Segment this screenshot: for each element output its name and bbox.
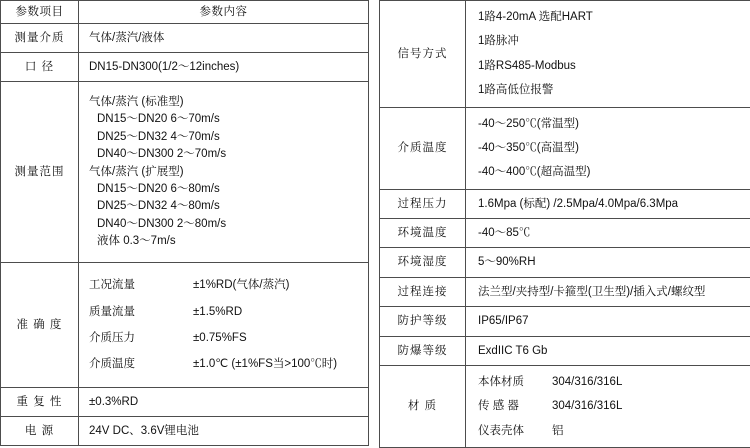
- text-line: 24V DC、3.6V锂电池: [89, 422, 362, 439]
- table-row: [1, 81, 369, 262]
- table-row: [380, 307, 750, 336]
- text-line: 1路4-20mA 选配HART: [478, 5, 745, 29]
- left-parameter-table: [0, 0, 369, 446]
- text-line: 液体 0.3～7m/s: [89, 233, 362, 250]
- table-row: [380, 336, 750, 365]
- accuracy-item-value: ±1.5%RD: [193, 306, 242, 318]
- text-line: -40～250℃(常温型): [478, 112, 745, 136]
- row-value-diameter: [79, 52, 369, 81]
- row-label-accuracy: 准 确 度: [1, 262, 79, 387]
- row-label-measuring-range: 测量范围: [1, 81, 79, 262]
- text-line: 1.6Mpa (标配) /2.5Mpa/4.0Mpa/6.3Mpa: [478, 194, 745, 214]
- text-line: DN15～DN20 6～70m/s: [89, 111, 362, 128]
- row-value-process-pressure: [466, 189, 750, 218]
- text-line: 1路高低位报警: [478, 78, 745, 102]
- row-value-material: [466, 365, 750, 447]
- material-item-value: 304/316/316L: [552, 400, 622, 412]
- text-line: ±0.3%RD: [89, 393, 362, 410]
- text-line: DN15-DN300(1/2～12inches): [89, 58, 362, 75]
- row-value-repeatability: [79, 388, 369, 417]
- table-row: [380, 365, 750, 447]
- row-label-process-connection: 过程连接: [380, 277, 466, 306]
- accuracy-item-value: ±1.0℃ (±1%FS当>100℃时): [193, 358, 337, 370]
- row-label-material: 材 质: [380, 365, 466, 447]
- table-row: [1, 24, 369, 53]
- table-row: [1, 388, 369, 417]
- text-line: 气体/蒸汽/液体: [89, 29, 362, 46]
- header-parameter-item: 参数项目: [1, 1, 79, 24]
- row-value-signal: [466, 1, 750, 108]
- row-value-measuring-range: [79, 81, 369, 262]
- header-parameter-content: 参数内容: [79, 1, 369, 24]
- table-row: [380, 1, 750, 108]
- table-row: [380, 277, 750, 306]
- row-label-protection-grade: 防护等级: [380, 307, 466, 336]
- text-line: [89, 351, 362, 377]
- row-label-diameter: 口 径: [1, 52, 79, 81]
- text-line: IP65/IP67: [478, 311, 745, 331]
- material-item-value: 304/316/316L: [552, 376, 622, 388]
- accuracy-item-name: 质量流量: [89, 305, 193, 319]
- row-label-power: 电 源: [1, 417, 79, 446]
- row-value-explosion-proof-grade: [466, 336, 750, 365]
- row-value-process-connection: [466, 277, 750, 306]
- table-row: [380, 107, 750, 189]
- table-row: [380, 219, 750, 248]
- text-line: ExdIIC T6 Gb: [478, 341, 745, 361]
- right-table-wrapper: [379, 0, 750, 446]
- table-row: [380, 248, 750, 277]
- text-line: -40～400℃(超高温型): [478, 160, 745, 184]
- table-header-row: [1, 1, 369, 24]
- material-item-name: 传 感 器: [478, 399, 552, 413]
- row-value-medium: [79, 24, 369, 53]
- text-line: [89, 299, 362, 325]
- text-line: 气体/蒸汽 (扩展型): [89, 163, 362, 180]
- row-value-medium-temperature: [466, 107, 750, 189]
- text-line: 1路脉冲: [478, 29, 745, 53]
- text-line: DN15～DN20 6～80m/s: [89, 180, 362, 197]
- row-value-ambient-temperature: [466, 219, 750, 248]
- text-line: -40～85℃: [478, 223, 745, 243]
- text-line: [478, 370, 745, 394]
- text-line: -40～350℃(高温型): [478, 136, 745, 160]
- accuracy-item-value: ±0.75%FS: [193, 332, 247, 344]
- text-line: DN40～DN300 2～70m/s: [89, 146, 362, 163]
- text-line: 1路RS485-Modbus: [478, 54, 745, 78]
- text-line: [478, 394, 745, 418]
- accuracy-item-name: 工况流量: [89, 278, 193, 292]
- material-item-name: 仪表壳体: [478, 424, 552, 438]
- text-line: DN25～DN32 4～80m/s: [89, 198, 362, 215]
- row-label-explosion-proof-grade: 防爆等级: [380, 336, 466, 365]
- table-row: [380, 189, 750, 218]
- row-label-medium: 测量介质: [1, 24, 79, 53]
- text-line: [89, 272, 362, 298]
- text-line: 气体/蒸汽 (标准型): [89, 94, 362, 111]
- table-row: [1, 262, 369, 387]
- text-line: 5～90%RH: [478, 252, 745, 272]
- row-label-ambient-temperature: 环境温度: [380, 219, 466, 248]
- row-value-power: [79, 417, 369, 446]
- row-label-repeatability: 重 复 性: [1, 388, 79, 417]
- text-line: 法兰型/夹持型/卡箍型(卫生型)/插入式/螺纹型: [478, 282, 745, 302]
- row-label-process-pressure: 过程压力: [380, 189, 466, 218]
- material-item-value: 铝: [552, 425, 564, 437]
- row-label-signal: 信号方式: [380, 1, 466, 108]
- table-row: [1, 52, 369, 81]
- row-value-protection-grade: [466, 307, 750, 336]
- right-parameter-table: [379, 0, 750, 448]
- accuracy-item-value: ±1%RD(气体/蒸汽): [193, 279, 289, 291]
- material-item-name: 本体材质: [478, 375, 552, 389]
- row-value-accuracy: [79, 262, 369, 387]
- accuracy-item-name: 介质温度: [89, 357, 193, 371]
- table-row: [1, 417, 369, 446]
- text-line: DN25～DN32 4～70m/s: [89, 128, 362, 145]
- text-line: [89, 325, 362, 351]
- text-line: DN40～DN300 2～80m/s: [89, 215, 362, 232]
- text-line: [478, 419, 745, 443]
- row-label-ambient-humidity: 环境湿度: [380, 248, 466, 277]
- row-value-ambient-humidity: [466, 248, 750, 277]
- accuracy-item-name: 介质压力: [89, 331, 193, 345]
- row-label-medium-temperature: 介质温度: [380, 107, 466, 189]
